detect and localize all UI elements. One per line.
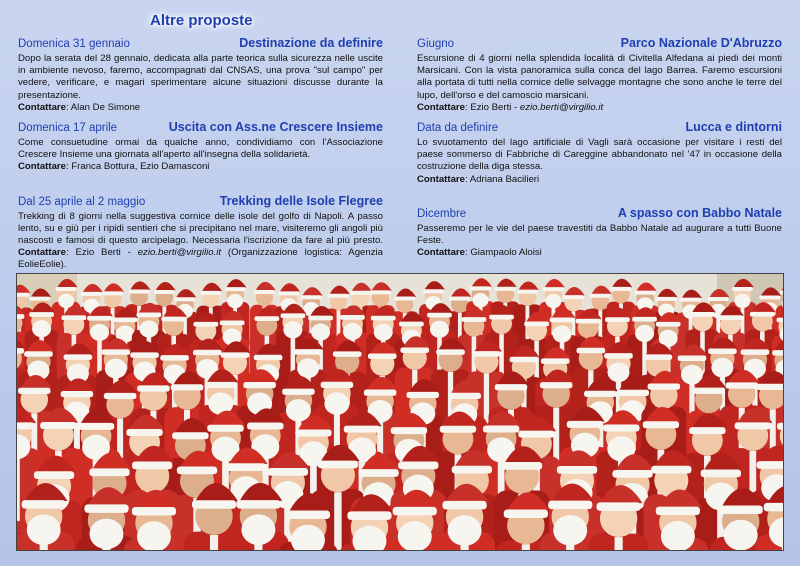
- event-contact: [417, 102, 782, 114]
- contact-note: (Organizzazione logistica: Agenzia EolieEolie).: [18, 247, 383, 271]
- event-title: Destinazione da definire: [239, 36, 383, 50]
- event-date: Data da definire: [417, 122, 499, 135]
- event-item: [18, 194, 383, 272]
- event-header: [417, 120, 782, 134]
- contact-label: Contattare: [18, 161, 66, 173]
- event-item: [417, 206, 782, 260]
- event-item: [417, 36, 782, 114]
- contact-label: Contattare: [18, 247, 66, 259]
- contact-label: Contattare: [417, 247, 465, 259]
- event-header: [18, 120, 383, 134]
- event-date: Domenica 17 aprile: [18, 122, 118, 135]
- event-description: Dopo la serata del 28 gennaio, dedicata alla parte teorica sulla sicurezza nelle uscite in ambiente nevoso, faremo, accompagnati dal CNSAS, una prova "sul campo" per vedere, verificare, e magari sperimentare alcune situazioni discusse durante la presentazione.: [18, 53, 383, 101]
- event-date: Dicembre: [417, 207, 467, 220]
- section-title: Altre proposte: [150, 12, 253, 29]
- event-contact: [18, 161, 383, 173]
- event-title: Trekking delle Isole Flegree: [219, 193, 383, 208]
- event-title: Lucca e dintorni: [685, 120, 782, 135]
- event-contact: [417, 174, 782, 186]
- contact-names: : Franca Bottura, Ezio Damasconi: [65, 161, 210, 173]
- event-description: [18, 211, 383, 272]
- event-header: [18, 36, 383, 50]
- event-item: [18, 120, 383, 174]
- santa-group-photo: [16, 273, 784, 551]
- event-title: A spasso con Babbo Natale: [617, 205, 782, 220]
- event-header: [417, 36, 782, 50]
- contact-label: Contattare: [417, 173, 465, 185]
- contact-names: : Adriana Bacilieri: [464, 173, 540, 185]
- contact-label: Contattare: [417, 101, 465, 113]
- contact-names: : Alan De Simone: [65, 101, 141, 113]
- event-description-text: Trekking di 8 giorni nella suggestiva cornice delle isole del golfo di Napoli. A passo lento, su e giù per i ripidi sentieri che si precipitano nel mare, visiteremo gli angoli più nascosti e famosi di questo arcipelago. Necessaria l'iscrizione da fare al più presto.: [18, 210, 383, 247]
- left-column: [18, 36, 383, 278]
- event-description: Come consuetudine ormai da qualche anno, condividiamo con l'Associazione Crescere Insieme una giornata all'aperto all'insegna della solidarietà.: [18, 137, 383, 161]
- event-contact: [417, 247, 782, 259]
- event-title: Parco Nazionale D'Abruzzo: [620, 36, 782, 50]
- event-date: Dal 25 aprile al 2 maggio: [18, 195, 146, 208]
- contact-names: : Ezio Berti -: [65, 247, 138, 259]
- contact-names: : Giampaolo Aloisi: [464, 247, 542, 259]
- event-contact: [18, 102, 383, 114]
- event-header: [18, 194, 383, 208]
- event-header: [417, 206, 782, 220]
- event-item: [18, 36, 383, 114]
- event-description: Passeremo per le vie del paese travestiti da Babbo Natale ad augurare a tutti Buone Feste.: [417, 222, 782, 247]
- contact-names: : Ezio Berti -: [464, 101, 520, 113]
- right-column: [417, 36, 782, 265]
- santa-crowd-illustration: [17, 274, 783, 550]
- event-date: Giugno: [417, 38, 455, 50]
- contact-email[interactable]: ezio.berti@virgilio.it: [137, 247, 222, 259]
- contact-label: Contattare: [18, 101, 66, 113]
- event-item: [417, 120, 782, 186]
- event-title: Uscita con Ass.ne Crescere Insieme: [168, 120, 383, 135]
- contact-email[interactable]: ezio.berti@virgilio.it: [519, 101, 604, 113]
- event-description: Escursione di 4 giorni nella splendida località di Civitella Alfedana ai piedi dei monti Marsicani. Con la vista panoramica sulla conca del lago Barrea. Faremo escursioni alla portata di tutti nella cornice delle selvagge montagne che sono anche le terre del lupo, dell'orso e del camoscio marsicani.: [417, 53, 782, 101]
- event-date: Domenica 31 gennaio: [18, 38, 130, 50]
- event-description: Lo svuotamento del lago artificiale di Vagli sarà occasione per visitare i resti del paese sommerso di Fabbriche di Careggine abbandonato nel '47 in occasione della costruzione della diga stessa.: [417, 137, 782, 173]
